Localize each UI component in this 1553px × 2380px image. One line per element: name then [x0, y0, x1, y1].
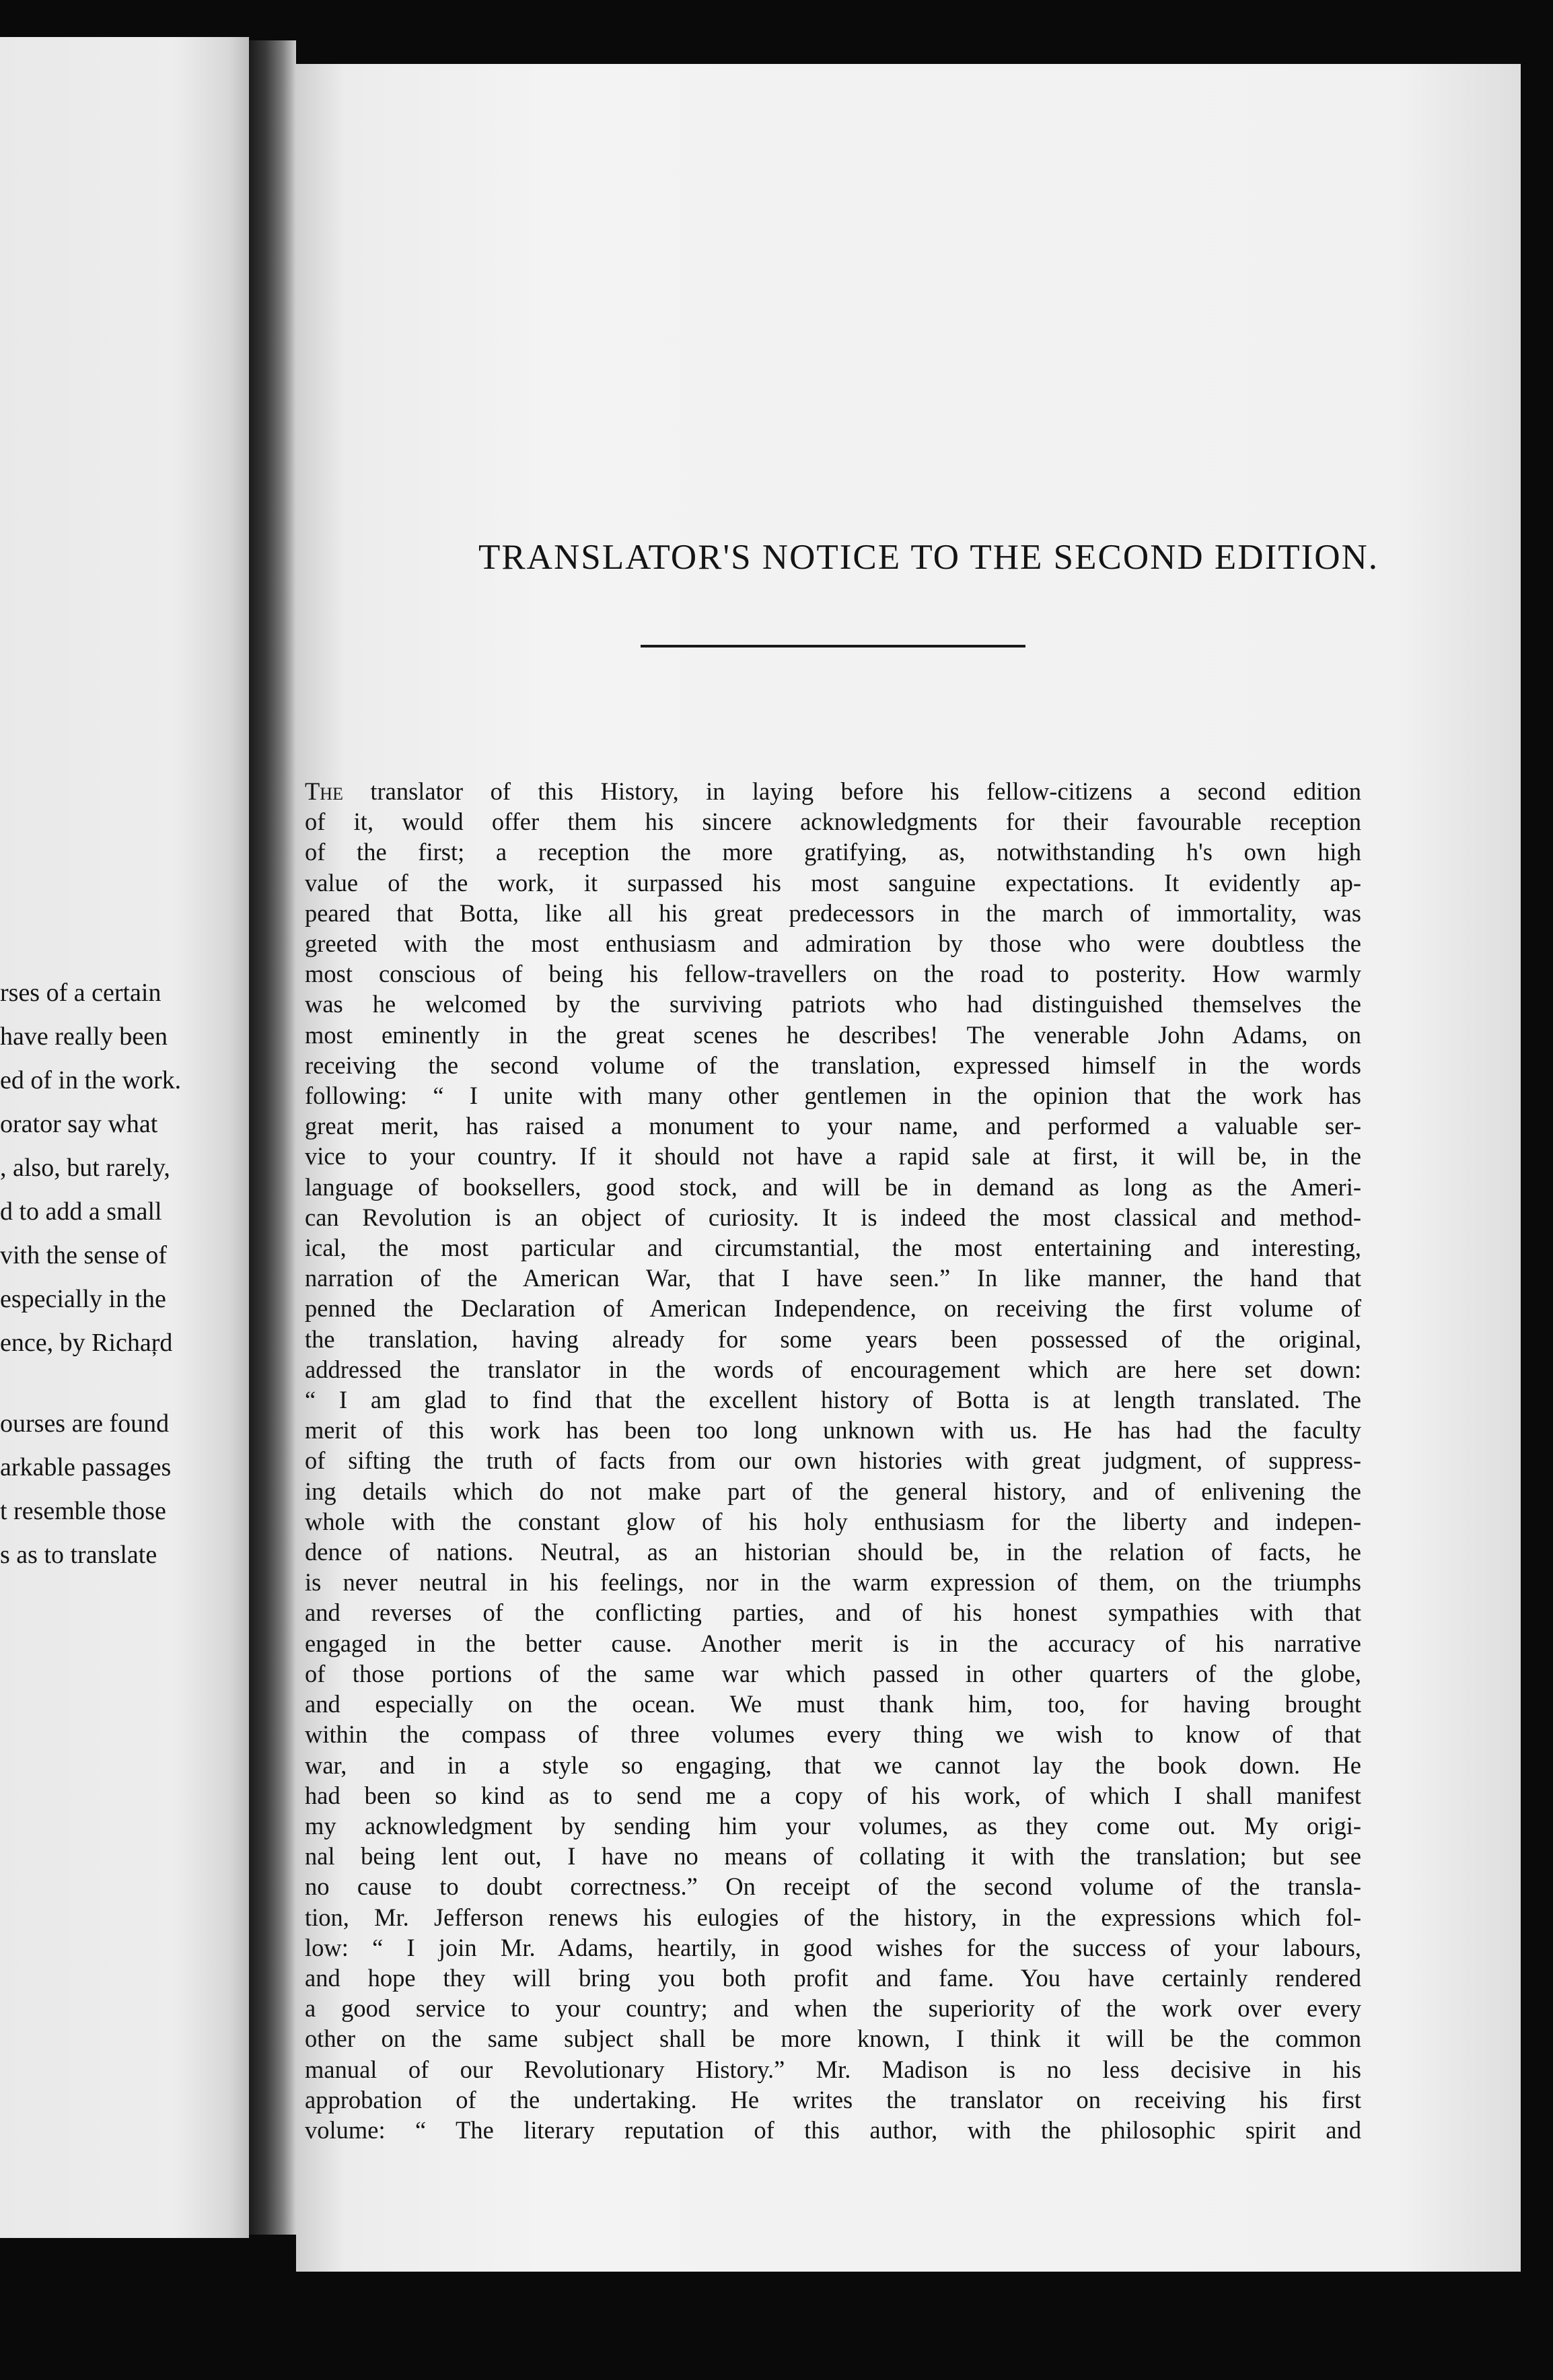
body-line: volume: “ The literary reputation of this author, with the philosophic spirit and — [305, 2115, 1361, 2144]
body-line: the translation, having already for some years been possessed of the original, — [305, 1325, 1361, 1353]
body-line: approbation of the undertaking. He writes the translator on receiving his first — [305, 2085, 1361, 2113]
body-line: great merit, has raised a monument to your name, and performed a valuable ser- — [305, 1112, 1361, 1140]
paragraph-gap — [0, 1365, 181, 1402]
left-line: rses of a certain — [0, 979, 161, 1007]
body-line: ical, the most particular and circumstantial, the most entertaining and interesting, — [305, 1234, 1361, 1262]
body-line: my acknowledgment by sending him your volumes, as they come out. My origi- — [305, 1811, 1361, 1840]
body-line: penned the Declaration of American Independence, on receiving the first volume of — [305, 1294, 1361, 1323]
body-line: of sifting the truth of facts from our own histories with great judgment, of suppress- — [305, 1446, 1361, 1475]
notice-body — [305, 776, 1361, 2145]
page-title: TRANSLATOR'S NOTICE TO THE SECOND EDITION. — [478, 538, 1379, 577]
body-line: can Revolution is an object of curiosity. It is indeed the most classical and method- — [305, 1203, 1361, 1231]
body-line: and hope they will bring you both profit and fame. You have certainly rendered — [305, 1963, 1361, 1992]
body-line: vice to your country. If it should not have a rapid sale at first, it will be, in the — [305, 1142, 1361, 1170]
body-line: no cause to doubt correctness.” On receipt of the second volume of the transla- — [305, 1873, 1361, 1901]
body-line: low: “ I join Mr. Adams, heartily, in good wishes for the success of your labours, — [305, 1933, 1361, 1961]
body-line: addressed the translator in the words of encouragement which are here set down: — [305, 1355, 1361, 1383]
body-line: and especially on the ocean. We must thank him, too, for having brought — [305, 1690, 1361, 1718]
title-rule — [641, 645, 1025, 648]
left-line: vith the sense of — [0, 1241, 168, 1269]
left-line: have really been — [0, 1022, 168, 1051]
body-line: “ I am glad to find that the excellent history of Botta is at length translated. The — [305, 1386, 1361, 1414]
body-line: most conscious of being his fellow-travellers on the road to posterity. How warmly — [305, 960, 1361, 988]
body-line: value of the work, it surpassed his most sanguine expectations. It evidently ap- — [305, 868, 1361, 897]
body-line: greeted with the most enthusiasm and admiration by those who were doubtless the — [305, 930, 1361, 958]
body-line: war, and in a style so engaging, that we cannot lay the book down. He — [305, 1751, 1361, 1779]
body-line: receiving the second volume of the translation, expressed himself in the words — [305, 1051, 1361, 1079]
left-line: d to add a small — [0, 1197, 162, 1226]
body-line: is never neutral in his feelings, nor in the warm expression of them, on the triumphs — [305, 1568, 1361, 1597]
left-line: , also, but rarely, — [0, 1154, 170, 1182]
body-line — [305, 776, 1361, 806]
body-line: of the first; a reception the more gratifying, as, notwithstanding h's own high — [305, 838, 1361, 866]
left-line: ourses are found — [0, 1409, 170, 1438]
left-line: orator say what — [0, 1110, 158, 1138]
left-line: ed of in the work. — [0, 1066, 182, 1094]
left-line: especially in the — [0, 1285, 166, 1313]
body-line: had been so kind as to send me a copy of his work, of which I shall manifest — [305, 1781, 1361, 1809]
body-line: of those portions of the same war which passed in other quarters of the globe, — [305, 1659, 1361, 1687]
left-line: ence, by Richaŗd — [0, 1329, 173, 1357]
left-page — [0, 37, 249, 2238]
book-gutter — [249, 40, 296, 2235]
body-line: and reverses of the conflicting parties, and of his honest sympathies with that — [305, 1599, 1361, 1627]
body-line: merit of this work has been too long unknown with us. He has had the faculty — [305, 1416, 1361, 1444]
body-line-text: translator of this History, in laying before his fellow-citizens a second edition — [342, 777, 1361, 805]
body-line: was he welcomed by the surviving patriots who had distinguished themselves the — [305, 990, 1361, 1018]
right-page — [296, 64, 1521, 2272]
body-line: most eminently in the great scenes he describes! The venerable John Adams, on — [305, 1020, 1361, 1049]
left-page-text — [0, 971, 181, 1577]
body-line: engaged in the better cause. Another merit is in the accuracy of his narrative — [305, 1629, 1361, 1657]
body-line: a good service to your country; and when the superiority of the work over every — [305, 1994, 1361, 2023]
first-word: The — [305, 777, 343, 805]
body-line: other on the same subject shall be more known, I think it will be the common — [305, 2025, 1361, 2053]
body-line: language of booksellers, good stock, and will be in demand as long as the Ameri- — [305, 1172, 1361, 1201]
body-line: within the compass of three volumes every thing we wish to know of that — [305, 1720, 1361, 1749]
body-line: tion, Mr. Jefferson renews his eulogies of the history, in the expressions which fol- — [305, 1903, 1361, 1931]
body-line: peared that Botta, like all his great predecessors in the march of immortality, was — [305, 899, 1361, 927]
body-line: whole with the constant glow of his holy enthusiasm for the liberty and indepen- — [305, 1507, 1361, 1535]
left-line: t resemble those — [0, 1497, 166, 1525]
body-line: ing details which do not make part of the general history, and of enlivening the — [305, 1477, 1361, 1505]
left-line: s as to translate — [0, 1541, 157, 1569]
body-line: narration of the American War, that I have seen.” In like manner, the hand that — [305, 1264, 1361, 1292]
body-line: following: “ I unite with many other gentlemen in the opinion that the work has — [305, 1082, 1361, 1110]
body-line: of it, would offer them his sincere acknowledgments for their favourable reception — [305, 808, 1361, 836]
body-line: nal being lent out, I have no means of collating it with the translation; but see — [305, 1842, 1361, 1870]
body-line: manual of our Revolutionary History.” Mr. Madison is no less decisive in his — [305, 2055, 1361, 2083]
left-line: arkable passages — [0, 1453, 172, 1481]
body-line: dence of nations. Neutral, as an historian should be, in the relation of facts, he — [305, 1538, 1361, 1566]
